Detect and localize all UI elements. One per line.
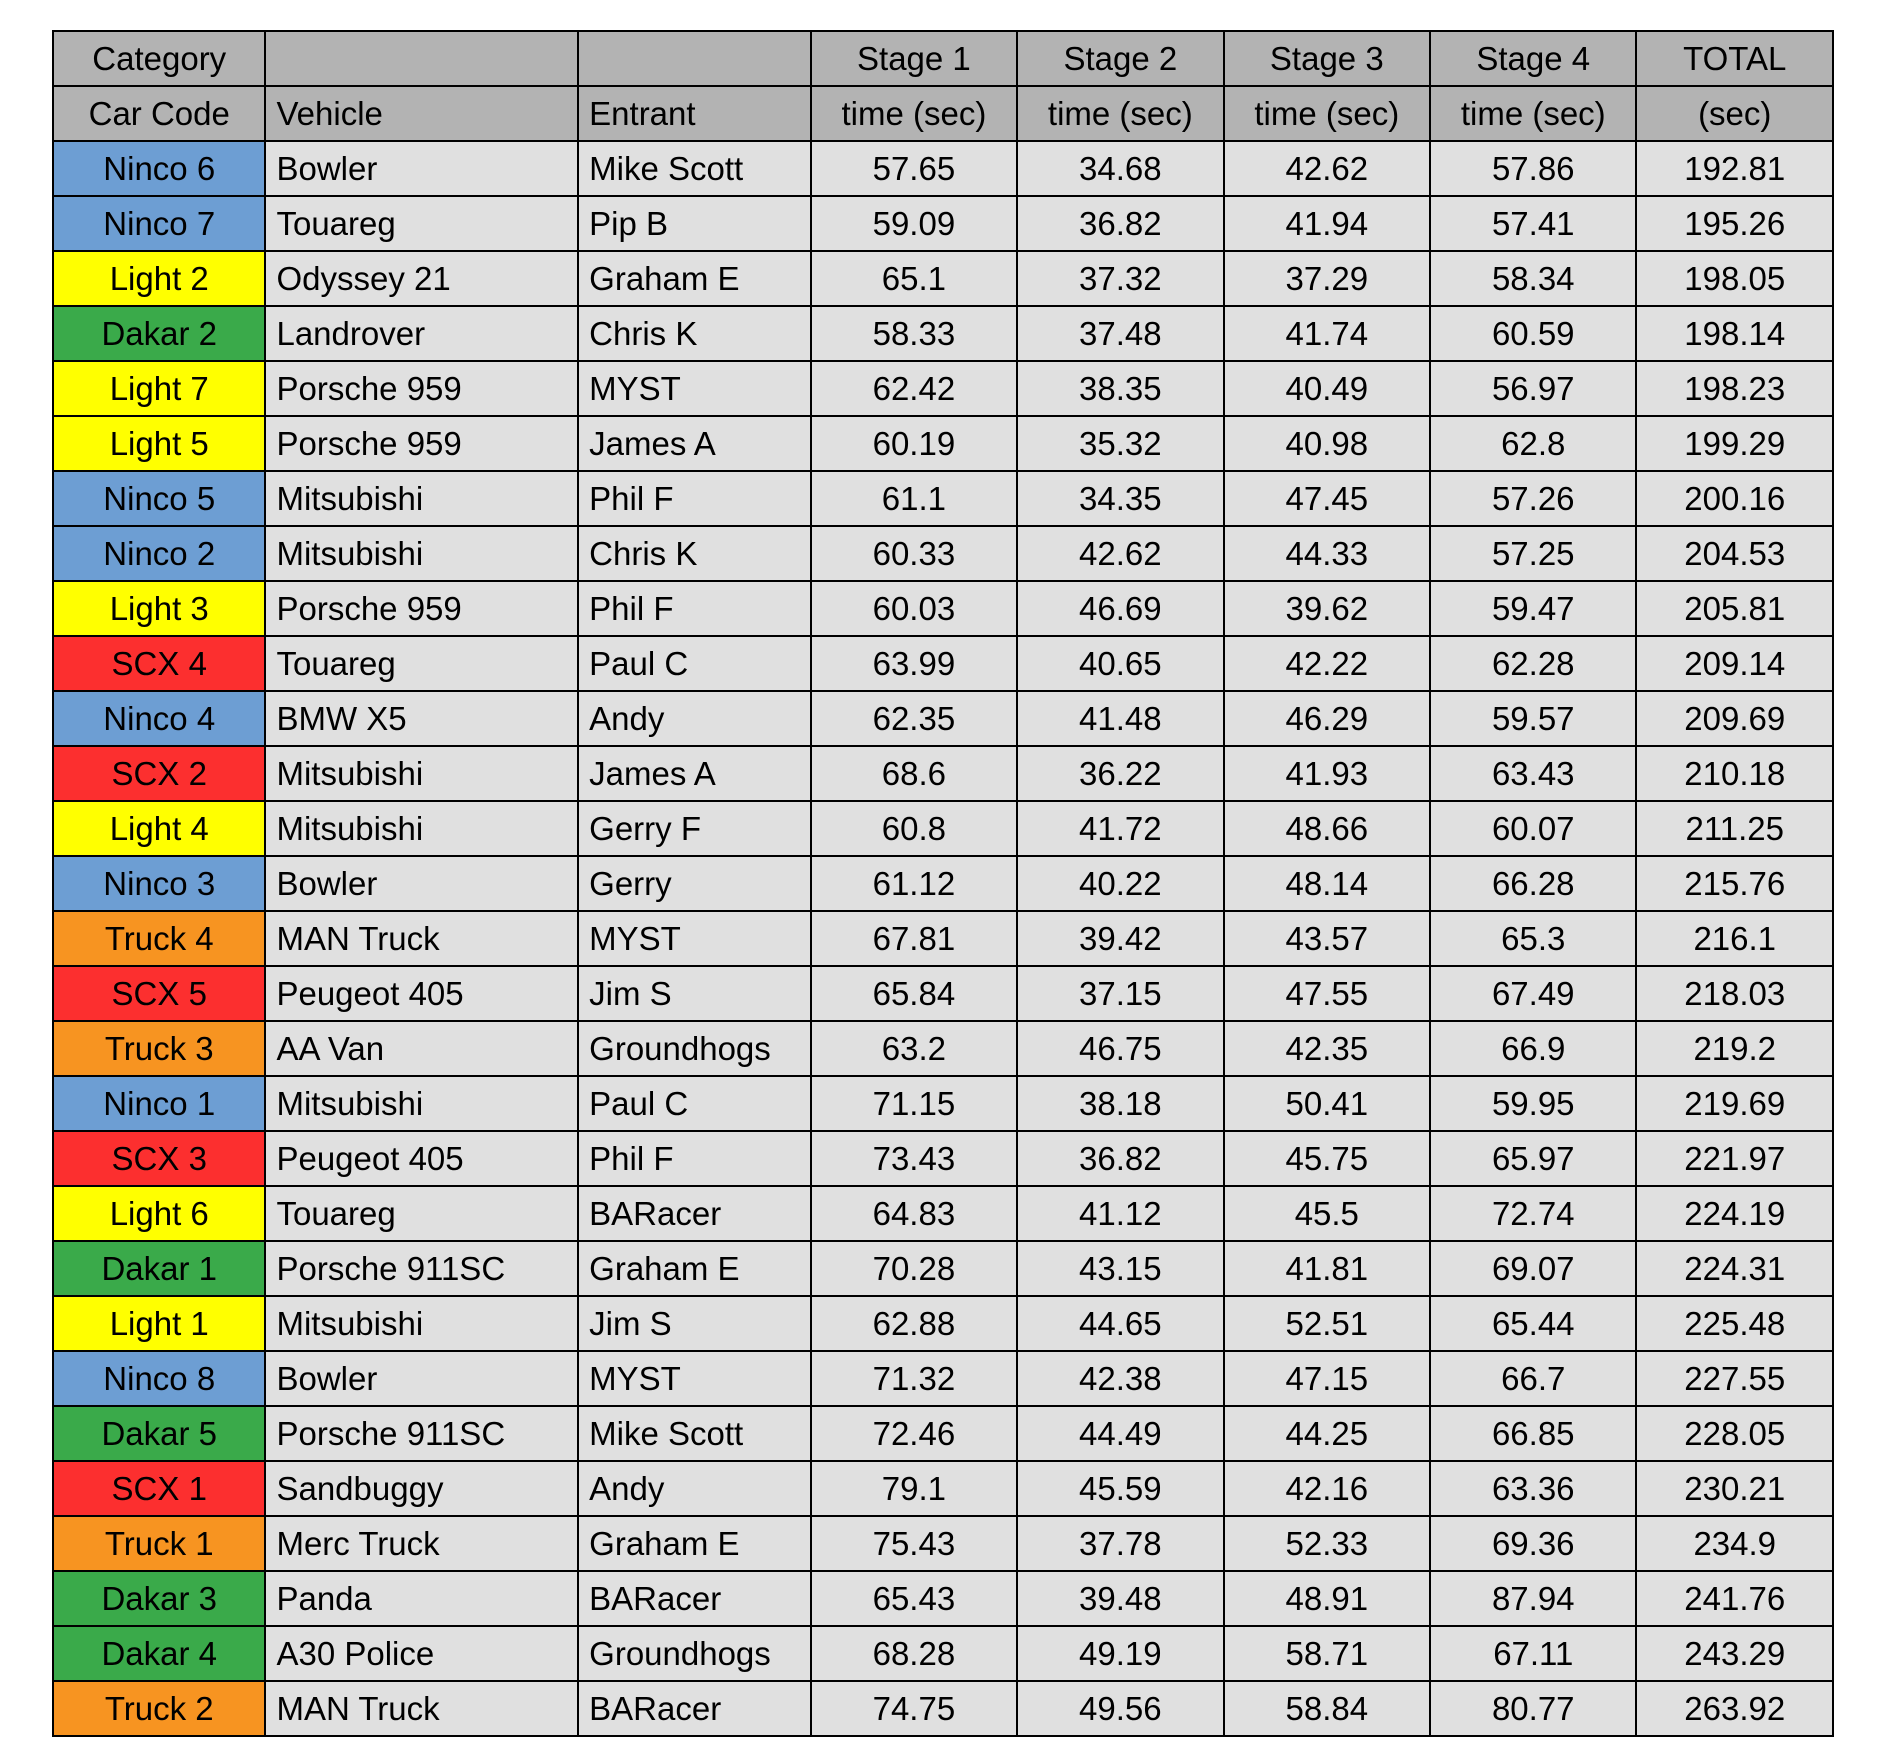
table-row	[53, 581, 1833, 636]
cell-stage-2-time: 41.48	[1017, 691, 1223, 746]
cell-total-time: 224.31	[1636, 1241, 1833, 1296]
cell-total-time: 225.48	[1636, 1296, 1833, 1351]
cell-entrant: Jim S	[578, 966, 811, 1021]
cell-vehicle: Porsche 959	[265, 581, 578, 636]
cell-stage-3-time: 44.25	[1224, 1406, 1430, 1461]
cell-stage-2-time: 38.18	[1017, 1076, 1223, 1131]
cell-car-code: Dakar 4	[53, 1626, 265, 1681]
cell-stage-4-time: 67.49	[1430, 966, 1636, 1021]
table-row	[53, 1241, 1833, 1296]
table-body	[53, 141, 1833, 1736]
cell-car-code: Truck 4	[53, 911, 265, 966]
table-row	[53, 1186, 1833, 1241]
cell-stage-1-time: 65.43	[811, 1571, 1017, 1626]
header-vehicle: Vehicle	[265, 86, 578, 141]
cell-entrant: MYST	[578, 1351, 811, 1406]
cell-stage-3-time: 42.35	[1224, 1021, 1430, 1076]
table-row	[53, 416, 1833, 471]
cell-entrant: BARacer	[578, 1186, 811, 1241]
cell-stage-1-time: 62.42	[811, 361, 1017, 416]
header-stage-3-units: time (sec)	[1224, 86, 1430, 141]
table-row	[53, 1406, 1833, 1461]
header-stage-4: Stage 4	[1430, 31, 1636, 86]
cell-stage-4-time: 60.07	[1430, 801, 1636, 856]
table-row	[53, 1571, 1833, 1626]
cell-entrant: MYST	[578, 911, 811, 966]
cell-stage-2-time: 40.65	[1017, 636, 1223, 691]
cell-vehicle: Mitsubishi	[265, 746, 578, 801]
cell-stage-3-time: 50.41	[1224, 1076, 1430, 1131]
cell-total-time: 227.55	[1636, 1351, 1833, 1406]
cell-stage-1-time: 60.03	[811, 581, 1017, 636]
cell-stage-4-time: 66.85	[1430, 1406, 1636, 1461]
cell-stage-4-time: 65.44	[1430, 1296, 1636, 1351]
cell-stage-1-time: 58.33	[811, 306, 1017, 361]
cell-vehicle: Porsche 959	[265, 361, 578, 416]
cell-stage-2-time: 42.38	[1017, 1351, 1223, 1406]
cell-car-code: Ninco 4	[53, 691, 265, 746]
header-total-units: (sec)	[1636, 86, 1833, 141]
cell-car-code: Dakar 3	[53, 1571, 265, 1626]
header-stage-3: Stage 3	[1224, 31, 1430, 86]
cell-vehicle: Mitsubishi	[265, 1296, 578, 1351]
header-stage-1-units: time (sec)	[811, 86, 1017, 141]
cell-stage-3-time: 48.66	[1224, 801, 1430, 856]
cell-entrant: Mike Scott	[578, 141, 811, 196]
cell-car-code: SCX 2	[53, 746, 265, 801]
cell-entrant: Andy	[578, 1461, 811, 1516]
cell-total-time: 221.97	[1636, 1131, 1833, 1186]
cell-total-time: 199.29	[1636, 416, 1833, 471]
cell-vehicle: Bowler	[265, 1351, 578, 1406]
cell-stage-3-time: 47.15	[1224, 1351, 1430, 1406]
cell-entrant: James A	[578, 416, 811, 471]
cell-vehicle: Landrover	[265, 306, 578, 361]
cell-stage-2-time: 35.32	[1017, 416, 1223, 471]
cell-stage-2-time: 37.78	[1017, 1516, 1223, 1571]
cell-entrant: Gerry	[578, 856, 811, 911]
cell-stage-2-time: 37.32	[1017, 251, 1223, 306]
cell-stage-4-time: 87.94	[1430, 1571, 1636, 1626]
results-sheet	[52, 30, 1834, 1737]
cell-stage-4-time: 56.97	[1430, 361, 1636, 416]
cell-stage-1-time: 68.28	[811, 1626, 1017, 1681]
cell-entrant: Groundhogs	[578, 1021, 811, 1076]
cell-car-code: Ninco 7	[53, 196, 265, 251]
cell-total-time: 211.25	[1636, 801, 1833, 856]
cell-stage-3-time: 41.93	[1224, 746, 1430, 801]
cell-stage-1-time: 57.65	[811, 141, 1017, 196]
cell-stage-3-time: 37.29	[1224, 251, 1430, 306]
cell-entrant: Paul C	[578, 636, 811, 691]
cell-stage-2-time: 46.75	[1017, 1021, 1223, 1076]
table-row	[53, 1626, 1833, 1681]
cell-stage-4-time: 57.25	[1430, 526, 1636, 581]
cell-entrant: BARacer	[578, 1571, 811, 1626]
header-row-1	[53, 31, 1833, 86]
header-row-2	[53, 86, 1833, 141]
cell-vehicle: Peugeot 405	[265, 966, 578, 1021]
cell-entrant: Jim S	[578, 1296, 811, 1351]
cell-stage-3-time: 44.33	[1224, 526, 1430, 581]
cell-vehicle: Mitsubishi	[265, 801, 578, 856]
cell-stage-2-time: 39.42	[1017, 911, 1223, 966]
cell-stage-1-time: 60.8	[811, 801, 1017, 856]
cell-vehicle: Peugeot 405	[265, 1131, 578, 1186]
cell-total-time: 210.18	[1636, 746, 1833, 801]
cell-car-code: Ninco 1	[53, 1076, 265, 1131]
cell-vehicle: A30 Police	[265, 1626, 578, 1681]
cell-car-code: SCX 5	[53, 966, 265, 1021]
header-entrant: Entrant	[578, 86, 811, 141]
cell-vehicle: Touareg	[265, 636, 578, 691]
cell-vehicle: MAN Truck	[265, 1681, 578, 1736]
cell-total-time: 219.69	[1636, 1076, 1833, 1131]
table-row	[53, 801, 1833, 856]
cell-stage-1-time: 59.09	[811, 196, 1017, 251]
cell-vehicle: Porsche 911SC	[265, 1406, 578, 1461]
cell-stage-1-time: 63.99	[811, 636, 1017, 691]
cell-car-code: Ninco 6	[53, 141, 265, 196]
cell-entrant: Phil F	[578, 581, 811, 636]
table-row	[53, 1516, 1833, 1571]
cell-total-time: 241.76	[1636, 1571, 1833, 1626]
cell-stage-3-time: 41.94	[1224, 196, 1430, 251]
cell-stage-4-time: 69.07	[1430, 1241, 1636, 1296]
cell-stage-2-time: 45.59	[1017, 1461, 1223, 1516]
cell-stage-2-time: 38.35	[1017, 361, 1223, 416]
cell-car-code: Light 5	[53, 416, 265, 471]
cell-stage-1-time: 67.81	[811, 911, 1017, 966]
cell-stage-3-time: 40.49	[1224, 361, 1430, 416]
cell-entrant: MYST	[578, 361, 811, 416]
cell-stage-3-time: 47.45	[1224, 471, 1430, 526]
cell-stage-2-time: 36.82	[1017, 196, 1223, 251]
table-row	[53, 141, 1833, 196]
table-row	[53, 1461, 1833, 1516]
cell-stage-1-time: 62.35	[811, 691, 1017, 746]
cell-stage-4-time: 59.95	[1430, 1076, 1636, 1131]
cell-vehicle: Sandbuggy	[265, 1461, 578, 1516]
cell-vehicle: Touareg	[265, 196, 578, 251]
cell-entrant: James A	[578, 746, 811, 801]
cell-stage-4-time: 62.8	[1430, 416, 1636, 471]
cell-stage-2-time: 36.22	[1017, 746, 1223, 801]
cell-entrant: Pip B	[578, 196, 811, 251]
cell-stage-1-time: 60.19	[811, 416, 1017, 471]
cell-car-code: Light 2	[53, 251, 265, 306]
cell-car-code: Truck 2	[53, 1681, 265, 1736]
cell-stage-1-time: 75.43	[811, 1516, 1017, 1571]
cell-entrant: Graham E	[578, 251, 811, 306]
cell-stage-4-time: 59.47	[1430, 581, 1636, 636]
header-blank-entrant	[578, 31, 811, 86]
cell-vehicle: Mitsubishi	[265, 526, 578, 581]
table-row	[53, 691, 1833, 746]
cell-car-code: SCX 1	[53, 1461, 265, 1516]
cell-total-time: 215.76	[1636, 856, 1833, 911]
cell-stage-1-time: 73.43	[811, 1131, 1017, 1186]
cell-entrant: Gerry F	[578, 801, 811, 856]
cell-vehicle: Porsche 959	[265, 416, 578, 471]
cell-entrant: Graham E	[578, 1516, 811, 1571]
table-row	[53, 911, 1833, 966]
cell-stage-4-time: 59.57	[1430, 691, 1636, 746]
cell-vehicle: Touareg	[265, 1186, 578, 1241]
header-stage-4-units: time (sec)	[1430, 86, 1636, 141]
cell-entrant: Graham E	[578, 1241, 811, 1296]
cell-stage-2-time: 43.15	[1017, 1241, 1223, 1296]
cell-entrant: Andy	[578, 691, 811, 746]
cell-vehicle: Bowler	[265, 141, 578, 196]
cell-stage-1-time: 70.28	[811, 1241, 1017, 1296]
table-row	[53, 1681, 1833, 1736]
cell-total-time: 219.2	[1636, 1021, 1833, 1076]
cell-stage-4-time: 58.34	[1430, 251, 1636, 306]
cell-car-code: Light 6	[53, 1186, 265, 1241]
cell-total-time: 195.26	[1636, 196, 1833, 251]
table-row	[53, 251, 1833, 306]
cell-vehicle: Bowler	[265, 856, 578, 911]
cell-stage-4-time: 57.26	[1430, 471, 1636, 526]
cell-stage-1-time: 74.75	[811, 1681, 1017, 1736]
cell-stage-1-time: 65.1	[811, 251, 1017, 306]
cell-car-code: Dakar 1	[53, 1241, 265, 1296]
cell-stage-4-time: 60.59	[1430, 306, 1636, 361]
cell-stage-1-time: 71.32	[811, 1351, 1017, 1406]
cell-vehicle: Mitsubishi	[265, 1076, 578, 1131]
cell-car-code: Ninco 2	[53, 526, 265, 581]
cell-total-time: 216.1	[1636, 911, 1833, 966]
cell-vehicle: Merc Truck	[265, 1516, 578, 1571]
cell-stage-4-time: 72.74	[1430, 1186, 1636, 1241]
cell-stage-3-time: 42.22	[1224, 636, 1430, 691]
header-category: Category	[53, 31, 265, 86]
cell-vehicle: AA Van	[265, 1021, 578, 1076]
cell-total-time: 218.03	[1636, 966, 1833, 1021]
cell-stage-4-time: 69.36	[1430, 1516, 1636, 1571]
cell-entrant: Chris K	[578, 526, 811, 581]
cell-car-code: Dakar 2	[53, 306, 265, 361]
cell-vehicle: Mitsubishi	[265, 471, 578, 526]
rally-results-table	[52, 30, 1834, 1737]
cell-vehicle: Panda	[265, 1571, 578, 1626]
cell-entrant: Groundhogs	[578, 1626, 811, 1681]
cell-entrant: Phil F	[578, 1131, 811, 1186]
table-row	[53, 1131, 1833, 1186]
cell-stage-3-time: 42.16	[1224, 1461, 1430, 1516]
cell-total-time: 228.05	[1636, 1406, 1833, 1461]
cell-total-time: 234.9	[1636, 1516, 1833, 1571]
cell-entrant: BARacer	[578, 1681, 811, 1736]
cell-stage-4-time: 57.41	[1430, 196, 1636, 251]
cell-stage-4-time: 65.3	[1430, 911, 1636, 966]
cell-entrant: Phil F	[578, 471, 811, 526]
cell-stage-3-time: 41.74	[1224, 306, 1430, 361]
cell-stage-1-time: 60.33	[811, 526, 1017, 581]
cell-stage-1-time: 72.46	[811, 1406, 1017, 1461]
cell-vehicle: Odyssey 21	[265, 251, 578, 306]
cell-stage-3-time: 47.55	[1224, 966, 1430, 1021]
cell-stage-2-time: 44.49	[1017, 1406, 1223, 1461]
cell-total-time: 192.81	[1636, 141, 1833, 196]
cell-car-code: Dakar 5	[53, 1406, 265, 1461]
cell-stage-2-time: 36.82	[1017, 1131, 1223, 1186]
cell-stage-1-time: 62.88	[811, 1296, 1017, 1351]
cell-car-code: Ninco 8	[53, 1351, 265, 1406]
header-blank-vehicle	[265, 31, 578, 86]
cell-car-code: Ninco 3	[53, 856, 265, 911]
cell-total-time: 224.19	[1636, 1186, 1833, 1241]
cell-stage-4-time: 63.43	[1430, 746, 1636, 801]
cell-stage-1-time: 61.12	[811, 856, 1017, 911]
cell-stage-3-time: 39.62	[1224, 581, 1430, 636]
cell-stage-1-time: 64.83	[811, 1186, 1017, 1241]
cell-total-time: 209.69	[1636, 691, 1833, 746]
cell-car-code: Truck 3	[53, 1021, 265, 1076]
table-row	[53, 361, 1833, 416]
cell-stage-3-time: 40.98	[1224, 416, 1430, 471]
cell-car-code: Light 4	[53, 801, 265, 856]
cell-stage-2-time: 34.35	[1017, 471, 1223, 526]
cell-stage-4-time: 67.11	[1430, 1626, 1636, 1681]
cell-stage-4-time: 80.77	[1430, 1681, 1636, 1736]
cell-stage-3-time: 43.57	[1224, 911, 1430, 966]
cell-stage-1-time: 79.1	[811, 1461, 1017, 1516]
cell-stage-2-time: 41.12	[1017, 1186, 1223, 1241]
cell-stage-3-time: 48.91	[1224, 1571, 1430, 1626]
cell-vehicle: MAN Truck	[265, 911, 578, 966]
table-row	[53, 471, 1833, 526]
table-row	[53, 1076, 1833, 1131]
cell-stage-1-time: 71.15	[811, 1076, 1017, 1131]
table-row	[53, 636, 1833, 691]
cell-stage-2-time: 37.15	[1017, 966, 1223, 1021]
cell-total-time: 205.81	[1636, 581, 1833, 636]
header-car-code: Car Code	[53, 86, 265, 141]
cell-total-time: 200.16	[1636, 471, 1833, 526]
cell-stage-1-time: 63.2	[811, 1021, 1017, 1076]
table-header	[53, 31, 1833, 141]
cell-entrant: Chris K	[578, 306, 811, 361]
header-total: TOTAL	[1636, 31, 1833, 86]
cell-stage-3-time: 58.84	[1224, 1681, 1430, 1736]
cell-stage-4-time: 65.97	[1430, 1131, 1636, 1186]
table-row	[53, 966, 1833, 1021]
cell-stage-4-time: 57.86	[1430, 141, 1636, 196]
header-stage-2: Stage 2	[1017, 31, 1223, 86]
table-row	[53, 856, 1833, 911]
cell-stage-2-time: 49.56	[1017, 1681, 1223, 1736]
table-row	[53, 526, 1833, 581]
cell-car-code: Truck 1	[53, 1516, 265, 1571]
cell-car-code: Ninco 5	[53, 471, 265, 526]
table-row	[53, 196, 1833, 251]
cell-entrant: Paul C	[578, 1076, 811, 1131]
cell-vehicle: BMW X5	[265, 691, 578, 746]
cell-stage-2-time: 41.72	[1017, 801, 1223, 856]
cell-total-time: 209.14	[1636, 636, 1833, 691]
cell-total-time: 243.29	[1636, 1626, 1833, 1681]
table-row	[53, 746, 1833, 801]
cell-stage-2-time: 44.65	[1017, 1296, 1223, 1351]
table-row	[53, 1351, 1833, 1406]
cell-stage-4-time: 63.36	[1430, 1461, 1636, 1516]
cell-entrant: Mike Scott	[578, 1406, 811, 1461]
header-stage-2-units: time (sec)	[1017, 86, 1223, 141]
cell-car-code: SCX 3	[53, 1131, 265, 1186]
cell-total-time: 230.21	[1636, 1461, 1833, 1516]
table-row	[53, 306, 1833, 361]
cell-stage-3-time: 42.62	[1224, 141, 1430, 196]
cell-stage-3-time: 46.29	[1224, 691, 1430, 746]
cell-stage-1-time: 68.6	[811, 746, 1017, 801]
cell-stage-2-time: 34.68	[1017, 141, 1223, 196]
cell-car-code: SCX 4	[53, 636, 265, 691]
table-row	[53, 1021, 1833, 1076]
cell-stage-3-time: 45.75	[1224, 1131, 1430, 1186]
header-stage-1: Stage 1	[811, 31, 1017, 86]
cell-total-time: 198.14	[1636, 306, 1833, 361]
cell-total-time: 198.23	[1636, 361, 1833, 416]
cell-stage-2-time: 42.62	[1017, 526, 1223, 581]
cell-stage-3-time: 41.81	[1224, 1241, 1430, 1296]
cell-stage-2-time: 46.69	[1017, 581, 1223, 636]
cell-total-time: 204.53	[1636, 526, 1833, 581]
cell-car-code: Light 1	[53, 1296, 265, 1351]
cell-stage-3-time: 48.14	[1224, 856, 1430, 911]
cell-stage-2-time: 49.19	[1017, 1626, 1223, 1681]
cell-stage-3-time: 52.33	[1224, 1516, 1430, 1571]
cell-stage-3-time: 58.71	[1224, 1626, 1430, 1681]
cell-total-time: 263.92	[1636, 1681, 1833, 1736]
cell-stage-4-time: 66.28	[1430, 856, 1636, 911]
cell-stage-3-time: 52.51	[1224, 1296, 1430, 1351]
cell-stage-2-time: 39.48	[1017, 1571, 1223, 1626]
cell-stage-3-time: 45.5	[1224, 1186, 1430, 1241]
cell-stage-1-time: 65.84	[811, 966, 1017, 1021]
table-row	[53, 1296, 1833, 1351]
cell-car-code: Light 7	[53, 361, 265, 416]
cell-stage-4-time: 62.28	[1430, 636, 1636, 691]
cell-stage-4-time: 66.9	[1430, 1021, 1636, 1076]
cell-stage-2-time: 40.22	[1017, 856, 1223, 911]
cell-total-time: 198.05	[1636, 251, 1833, 306]
cell-stage-1-time: 61.1	[811, 471, 1017, 526]
cell-car-code: Light 3	[53, 581, 265, 636]
cell-stage-2-time: 37.48	[1017, 306, 1223, 361]
cell-vehicle: Porsche 911SC	[265, 1241, 578, 1296]
cell-stage-4-time: 66.7	[1430, 1351, 1636, 1406]
